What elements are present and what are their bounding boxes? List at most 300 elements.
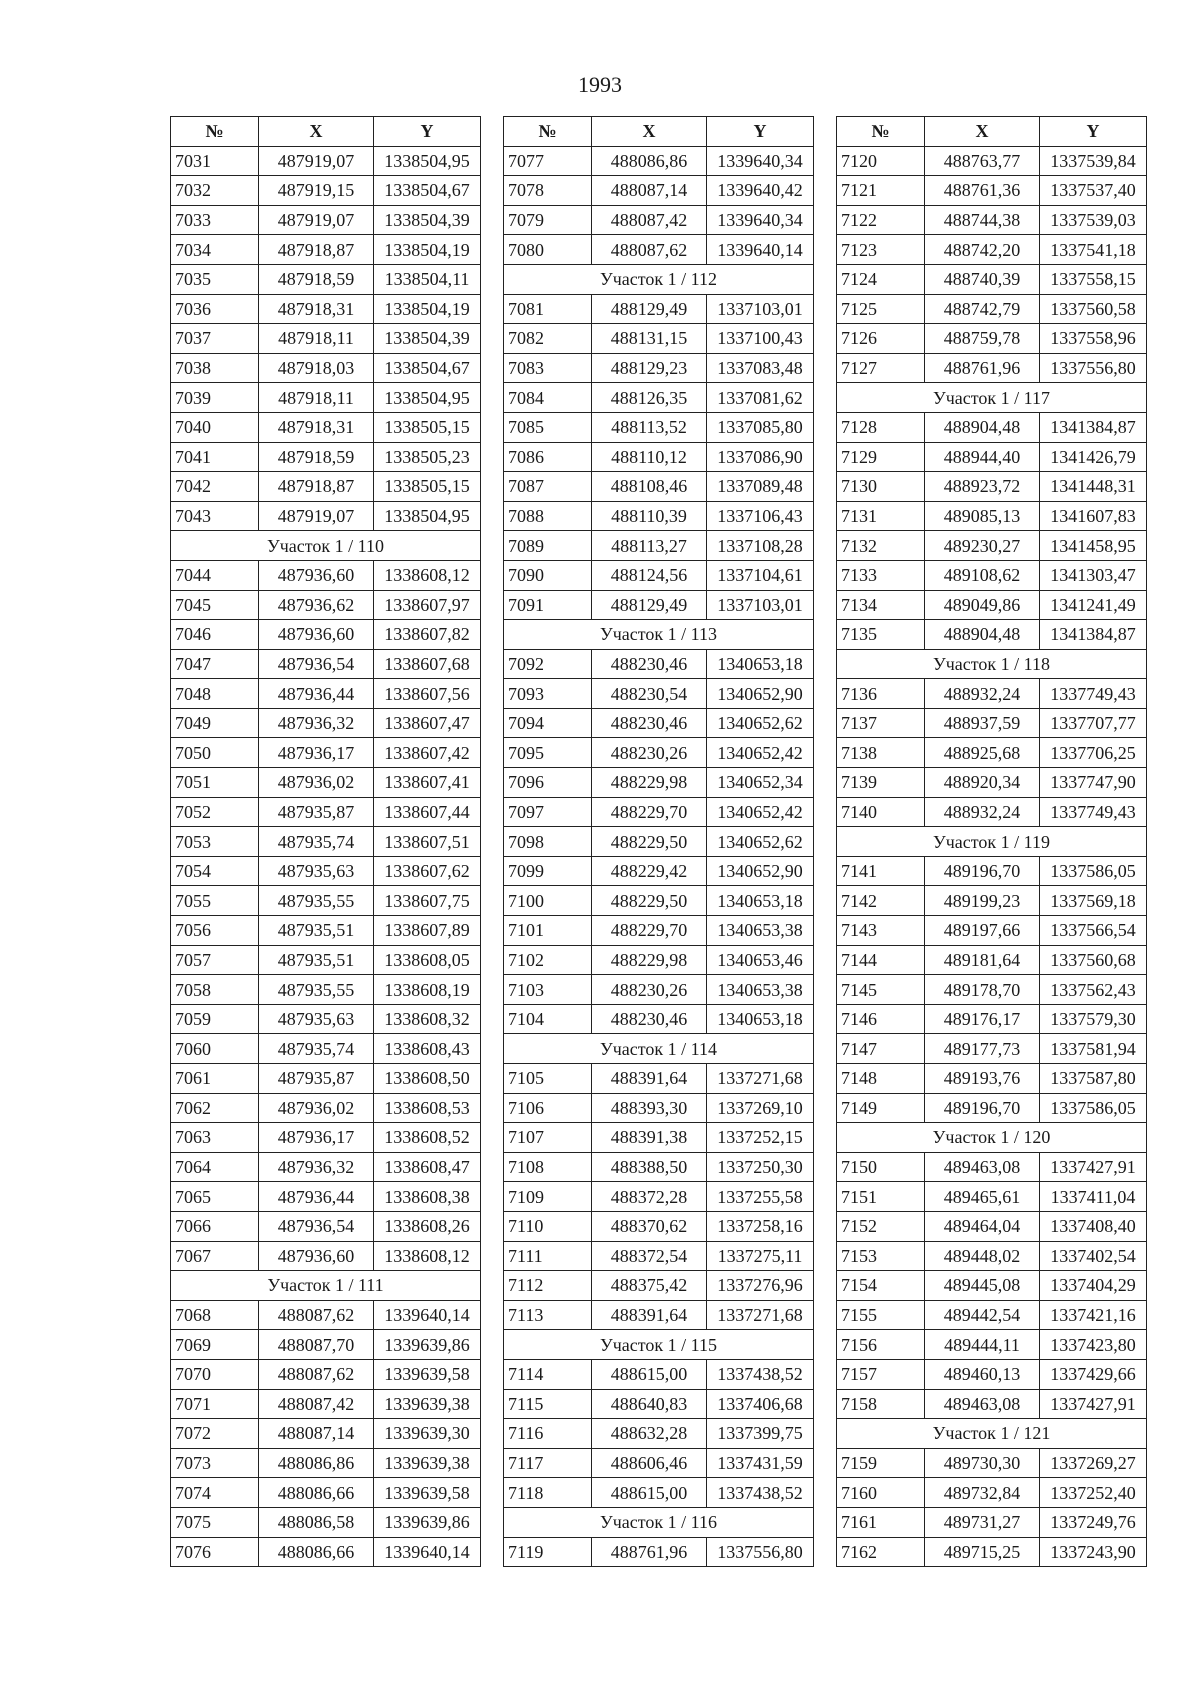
point-number-cell: 7072 [171,1419,259,1449]
x-coordinate-cell: 488230,46 [592,708,707,738]
x-coordinate-cell: 488230,26 [592,738,707,768]
y-coordinate-cell: 1339640,14 [374,1537,481,1567]
table-row [504,1152,814,1182]
y-coordinate-cell: 1340653,46 [707,945,814,975]
y-coordinate-cell: 1338608,05 [374,945,481,975]
table-row [837,531,1147,561]
y-coordinate-cell: 1338608,50 [374,1064,481,1094]
table-row [171,412,481,442]
table-row [171,620,481,650]
y-coordinate-cell: 1338607,68 [374,649,481,679]
table-row [504,294,814,324]
point-number-cell: 7034 [171,235,259,265]
x-coordinate-cell: 488615,00 [592,1478,707,1508]
y-coordinate-cell: 1338608,52 [374,1123,481,1153]
table-row [171,1389,481,1419]
section-title: Участок 1 / 112 [504,264,814,294]
table-row [171,1064,481,1094]
point-number-cell: 7098 [504,827,592,857]
table-row [837,1359,1147,1389]
x-coordinate-cell: 489442,54 [925,1300,1040,1330]
table-row [171,945,481,975]
point-number-cell: 7073 [171,1448,259,1478]
x-coordinate-cell: 488920,34 [925,768,1040,798]
point-number-cell: 7049 [171,708,259,738]
table-row [171,1152,481,1182]
table-row [504,1478,814,1508]
x-coordinate-cell: 488229,50 [592,827,707,857]
y-coordinate-cell: 1340652,90 [707,856,814,886]
table-row [837,916,1147,946]
table-row [171,294,481,324]
y-coordinate-cell: 1337427,91 [1040,1152,1147,1182]
point-number-cell: 7127 [837,353,925,383]
x-coordinate-cell: 489463,08 [925,1389,1040,1419]
x-coordinate-cell: 488230,26 [592,975,707,1005]
x-coordinate-cell: 488131,15 [592,324,707,354]
table-row [504,1300,814,1330]
table-row [837,353,1147,383]
table-row [504,649,814,679]
point-number-cell: 7106 [504,1093,592,1123]
x-coordinate-cell: 489230,27 [925,531,1040,561]
x-coordinate-cell: 487918,11 [259,383,374,413]
y-coordinate-cell: 1337249,76 [1040,1507,1147,1537]
point-number-cell: 7113 [504,1300,592,1330]
table-row [504,146,814,176]
point-number-cell: 7066 [171,1211,259,1241]
y-coordinate-cell: 1339639,38 [374,1448,481,1478]
table-row [171,738,481,768]
point-number-cell: 7102 [504,945,592,975]
table-row [837,1241,1147,1271]
x-coordinate-cell: 489196,70 [925,1093,1040,1123]
y-coordinate-cell: 1337560,58 [1040,294,1147,324]
x-coordinate-cell: 488087,70 [259,1330,374,1360]
table-row [504,1123,814,1153]
table-row [504,1537,814,1567]
point-number-cell: 7054 [171,856,259,886]
table-row [837,1271,1147,1301]
y-coordinate-cell: 1337086,90 [707,442,814,472]
point-number-cell: 7136 [837,679,925,709]
section-row [837,383,1147,413]
y-coordinate-cell: 1337081,62 [707,383,814,413]
section-row [504,1034,814,1064]
point-number-cell: 7062 [171,1093,259,1123]
y-coordinate-cell: 1337271,68 [707,1064,814,1094]
y-coordinate-cell: 1337579,30 [1040,1004,1147,1034]
point-number-cell: 7041 [171,442,259,472]
point-number-cell: 7138 [837,738,925,768]
table-row [837,235,1147,265]
point-number-cell: 7137 [837,708,925,738]
section-title: Участок 1 / 119 [837,827,1147,857]
point-number-cell: 7079 [504,205,592,235]
y-coordinate-cell: 1337269,10 [707,1093,814,1123]
section-title: Участок 1 / 118 [837,649,1147,679]
y-coordinate-cell: 1338608,32 [374,1004,481,1034]
section-title: Участок 1 / 120 [837,1123,1147,1153]
point-number-cell: 7109 [504,1182,592,1212]
y-coordinate-cell: 1338607,47 [374,708,481,738]
table-row [504,1064,814,1094]
y-coordinate-cell: 1337562,43 [1040,975,1147,1005]
point-number-cell: 7118 [504,1478,592,1508]
table-row [171,1330,481,1360]
point-number-cell: 7037 [171,324,259,354]
y-coordinate-cell: 1338504,95 [374,501,481,531]
x-coordinate-cell: 488230,46 [592,649,707,679]
y-coordinate-cell: 1337411,04 [1040,1182,1147,1212]
x-coordinate-cell: 488759,78 [925,324,1040,354]
x-coordinate-cell: 487918,31 [259,412,374,442]
y-coordinate-cell: 1340653,18 [707,886,814,916]
table-row [504,235,814,265]
table-row [171,1537,481,1567]
point-number-cell: 7046 [171,620,259,650]
point-number-cell: 7064 [171,1152,259,1182]
y-coordinate-cell: 1337255,58 [707,1182,814,1212]
table-row [504,590,814,620]
x-coordinate-cell: 489465,61 [925,1182,1040,1212]
table-row [171,353,481,383]
x-coordinate-cell: 488388,50 [592,1152,707,1182]
header-x: X [259,117,374,147]
x-coordinate-cell: 488113,27 [592,531,707,561]
point-number-cell: 7160 [837,1478,925,1508]
table-row [171,235,481,265]
x-coordinate-cell: 489049,86 [925,590,1040,620]
table-row [504,442,814,472]
table-row [837,442,1147,472]
point-number-cell: 7074 [171,1478,259,1508]
y-coordinate-cell: 1338607,82 [374,620,481,650]
x-coordinate-cell: 488230,46 [592,1004,707,1034]
x-coordinate-cell: 487936,44 [259,1182,374,1212]
x-coordinate-cell: 489463,08 [925,1152,1040,1182]
table-row [171,1004,481,1034]
x-coordinate-cell: 488086,86 [592,146,707,176]
table-row [171,1507,481,1537]
x-coordinate-cell: 488937,59 [925,708,1040,738]
x-coordinate-cell: 488761,96 [925,353,1040,383]
x-coordinate-cell: 487919,07 [259,146,374,176]
section-row [171,1271,481,1301]
x-coordinate-cell: 488086,66 [259,1537,374,1567]
x-coordinate-cell: 488124,56 [592,560,707,590]
point-number-cell: 7078 [504,176,592,206]
x-coordinate-cell: 487918,31 [259,294,374,324]
y-coordinate-cell: 1337276,96 [707,1271,814,1301]
y-coordinate-cell: 1341448,31 [1040,472,1147,502]
point-number-cell: 7050 [171,738,259,768]
x-coordinate-cell: 488932,24 [925,797,1040,827]
table-row [171,324,481,354]
y-coordinate-cell: 1338504,67 [374,353,481,383]
point-number-cell: 7085 [504,412,592,442]
y-coordinate-cell: 1338608,12 [374,1241,481,1271]
table-row [171,1182,481,1212]
table-row [171,1241,481,1271]
y-coordinate-cell: 1338504,19 [374,235,481,265]
y-coordinate-cell: 1338608,26 [374,1211,481,1241]
y-coordinate-cell: 1338607,56 [374,679,481,709]
x-coordinate-cell: 488370,62 [592,1211,707,1241]
x-coordinate-cell: 488126,35 [592,383,707,413]
point-number-cell: 7070 [171,1359,259,1389]
y-coordinate-cell: 1337707,77 [1040,708,1147,738]
point-number-cell: 7047 [171,649,259,679]
y-coordinate-cell: 1337587,80 [1040,1064,1147,1094]
x-coordinate-cell: 487935,74 [259,1034,374,1064]
x-coordinate-cell: 487935,87 [259,1064,374,1094]
y-coordinate-cell: 1338608,43 [374,1034,481,1064]
x-coordinate-cell: 487918,59 [259,442,374,472]
header-y: Y [374,117,481,147]
section-title: Участок 1 / 111 [171,1271,481,1301]
table-row [837,1093,1147,1123]
y-coordinate-cell: 1338608,12 [374,560,481,590]
x-coordinate-cell: 488087,62 [592,235,707,265]
x-coordinate-cell: 488087,42 [592,205,707,235]
point-number-cell: 7081 [504,294,592,324]
point-number-cell: 7092 [504,649,592,679]
point-number-cell: 7076 [171,1537,259,1567]
y-coordinate-cell: 1337569,18 [1040,886,1147,916]
y-coordinate-cell: 1337560,68 [1040,945,1147,975]
section-title: Участок 1 / 116 [504,1507,814,1537]
x-coordinate-cell: 489460,13 [925,1359,1040,1389]
table-row [504,1211,814,1241]
x-coordinate-cell: 487935,51 [259,916,374,946]
table-row [837,205,1147,235]
table-row [171,1478,481,1508]
y-coordinate-cell: 1337252,15 [707,1123,814,1153]
y-coordinate-cell: 1337275,11 [707,1241,814,1271]
y-coordinate-cell: 1337421,16 [1040,1300,1147,1330]
y-coordinate-cell: 1338608,19 [374,975,481,1005]
x-coordinate-cell: 488113,52 [592,412,707,442]
x-coordinate-cell: 488129,49 [592,294,707,324]
table-row [504,916,814,946]
point-number-cell: 7093 [504,679,592,709]
table-row [171,1211,481,1241]
y-coordinate-cell: 1337438,52 [707,1359,814,1389]
table-row [171,472,481,502]
header-number: № [171,117,259,147]
y-coordinate-cell: 1338608,53 [374,1093,481,1123]
coordinate-table-middle [503,116,814,1567]
point-number-cell: 7107 [504,1123,592,1153]
x-coordinate-cell: 488375,42 [592,1271,707,1301]
point-number-cell: 7140 [837,797,925,827]
point-number-cell: 7035 [171,264,259,294]
x-coordinate-cell: 489196,70 [925,856,1040,886]
y-coordinate-cell: 1340652,62 [707,708,814,738]
y-coordinate-cell: 1337706,25 [1040,738,1147,768]
header-x: X [592,117,707,147]
point-number-cell: 7045 [171,590,259,620]
x-coordinate-cell: 488744,38 [925,205,1040,235]
y-coordinate-cell: 1337108,28 [707,531,814,561]
table-header-row [171,117,481,147]
section-title: Участок 1 / 115 [504,1330,814,1360]
x-coordinate-cell: 488391,38 [592,1123,707,1153]
y-coordinate-cell: 1339640,14 [707,235,814,265]
y-coordinate-cell: 1340653,38 [707,975,814,1005]
x-coordinate-cell: 489176,17 [925,1004,1040,1034]
point-number-cell: 7060 [171,1034,259,1064]
point-number-cell: 7105 [504,1064,592,1094]
table-row [504,1419,814,1449]
x-coordinate-cell: 487935,51 [259,945,374,975]
point-number-cell: 7139 [837,768,925,798]
x-coordinate-cell: 488086,58 [259,1507,374,1537]
x-coordinate-cell: 488393,30 [592,1093,707,1123]
table-row [171,886,481,916]
y-coordinate-cell: 1337103,01 [707,294,814,324]
point-number-cell: 7116 [504,1419,592,1449]
x-coordinate-cell: 488763,77 [925,146,1040,176]
x-coordinate-cell: 489199,23 [925,886,1040,916]
y-coordinate-cell: 1340652,34 [707,768,814,798]
x-coordinate-cell: 489108,62 [925,560,1040,590]
x-coordinate-cell: 489445,08 [925,1271,1040,1301]
table-row [837,1064,1147,1094]
table-row [171,442,481,472]
y-coordinate-cell: 1337423,80 [1040,1330,1147,1360]
y-coordinate-cell: 1338504,95 [374,383,481,413]
x-coordinate-cell: 488086,86 [259,1448,374,1478]
header-number: № [504,117,592,147]
table-row [504,531,814,561]
point-number-cell: 7131 [837,501,925,531]
table-row [837,768,1147,798]
point-number-cell: 7159 [837,1448,925,1478]
section-row [837,649,1147,679]
x-coordinate-cell: 487935,74 [259,827,374,857]
table-row [504,1448,814,1478]
y-coordinate-cell: 1339640,14 [374,1300,481,1330]
point-number-cell: 7095 [504,738,592,768]
x-coordinate-cell: 487935,63 [259,856,374,886]
point-number-cell: 7155 [837,1300,925,1330]
x-coordinate-cell: 489444,11 [925,1330,1040,1360]
x-coordinate-cell: 488932,24 [925,679,1040,709]
section-row [504,1507,814,1537]
y-coordinate-cell: 1337408,40 [1040,1211,1147,1241]
point-number-cell: 7111 [504,1241,592,1271]
x-coordinate-cell: 488087,42 [259,1389,374,1419]
x-coordinate-cell: 488087,62 [259,1300,374,1330]
x-coordinate-cell: 488391,64 [592,1064,707,1094]
point-number-cell: 7122 [837,205,925,235]
point-number-cell: 7082 [504,324,592,354]
table-row [171,1359,481,1389]
y-coordinate-cell: 1337581,94 [1040,1034,1147,1064]
header-x: X [925,117,1040,147]
point-number-cell: 7141 [837,856,925,886]
section-row [837,1123,1147,1153]
table-row [171,649,481,679]
y-coordinate-cell: 1340653,38 [707,916,814,946]
point-number-cell: 7036 [171,294,259,324]
table-row [171,708,481,738]
point-number-cell: 7161 [837,1507,925,1537]
x-coordinate-cell: 488229,42 [592,856,707,886]
y-coordinate-cell: 1337269,27 [1040,1448,1147,1478]
point-number-cell: 7094 [504,708,592,738]
section-title: Участок 1 / 121 [837,1419,1147,1449]
table-row [837,294,1147,324]
x-coordinate-cell: 488129,49 [592,590,707,620]
table-row [504,1004,814,1034]
section-title: Участок 1 / 114 [504,1034,814,1064]
x-coordinate-cell: 487918,03 [259,353,374,383]
y-coordinate-cell: 1337566,54 [1040,916,1147,946]
table-row [504,945,814,975]
point-number-cell: 7040 [171,412,259,442]
section-title: Участок 1 / 117 [837,383,1147,413]
y-coordinate-cell: 1337558,96 [1040,324,1147,354]
table-row [837,886,1147,916]
x-coordinate-cell: 488129,23 [592,353,707,383]
x-coordinate-cell: 489730,30 [925,1448,1040,1478]
y-coordinate-cell: 1337749,43 [1040,679,1147,709]
x-coordinate-cell: 487935,63 [259,1004,374,1034]
table-row [504,797,814,827]
table-row [504,886,814,916]
table-row [837,1152,1147,1182]
table-row [837,1330,1147,1360]
y-coordinate-cell: 1338607,42 [374,738,481,768]
x-coordinate-cell: 488086,66 [259,1478,374,1508]
y-coordinate-cell: 1338504,67 [374,176,481,206]
x-coordinate-cell: 488229,70 [592,797,707,827]
table-row [171,856,481,886]
table-row [171,560,481,590]
point-number-cell: 7158 [837,1389,925,1419]
x-coordinate-cell: 487935,87 [259,797,374,827]
x-coordinate-cell: 487936,17 [259,738,374,768]
table-row [171,679,481,709]
y-coordinate-cell: 1339640,34 [707,146,814,176]
x-coordinate-cell: 487919,15 [259,176,374,206]
y-coordinate-cell: 1337749,43 [1040,797,1147,827]
point-number-cell: 7059 [171,1004,259,1034]
y-coordinate-cell: 1338505,23 [374,442,481,472]
x-coordinate-cell: 488229,70 [592,916,707,946]
point-number-cell: 7097 [504,797,592,827]
point-number-cell: 7143 [837,916,925,946]
y-coordinate-cell: 1337429,66 [1040,1359,1147,1389]
table-row [837,146,1147,176]
y-coordinate-cell: 1337089,48 [707,472,814,502]
point-number-cell: 7157 [837,1359,925,1389]
y-coordinate-cell: 1339639,86 [374,1507,481,1537]
point-number-cell: 7043 [171,501,259,531]
point-number-cell: 7101 [504,916,592,946]
table-row [837,324,1147,354]
section-row [171,531,481,561]
section-title: Участок 1 / 110 [171,531,481,561]
y-coordinate-cell: 1340652,90 [707,679,814,709]
y-coordinate-cell: 1337404,29 [1040,1271,1147,1301]
y-coordinate-cell: 1338504,39 [374,205,481,235]
table-row [837,1537,1147,1567]
y-coordinate-cell: 1338607,89 [374,916,481,946]
